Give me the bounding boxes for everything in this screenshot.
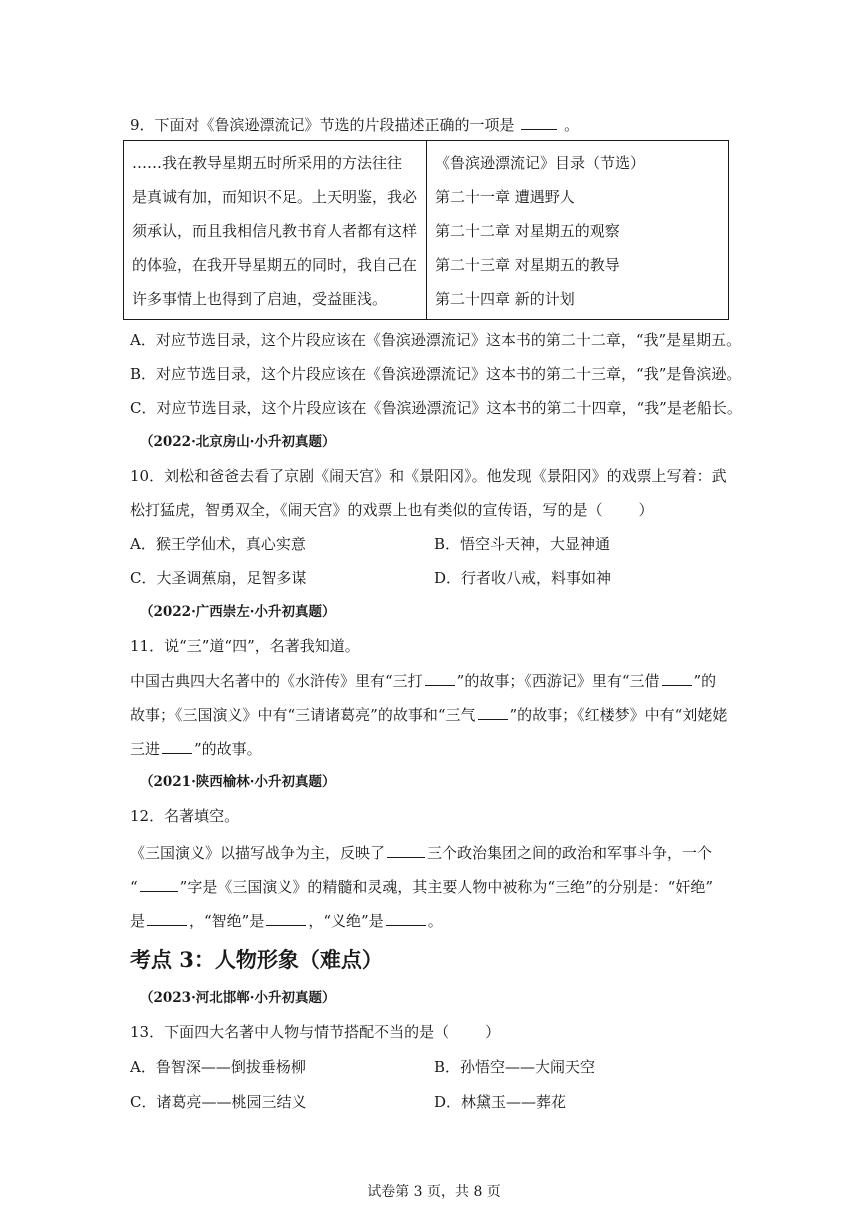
q10-option-a[interactable]: A．猴王学仙术，真心实意 (130, 535, 306, 553)
q13-option-b[interactable]: B．孙悟空——大闹天空 (434, 1058, 596, 1076)
toc-title: 《鲁滨逊漂流记》目录（节选） (435, 154, 646, 172)
passage-line: 的体验，在我开导星期五的同时，我自己在 (132, 256, 418, 274)
q12-line2: “ ”字是《三国演义》的精髓和灵魂，其主要人物中被称为“三绝”的分别是：“奸绝” (130, 878, 714, 896)
passage-line: ……我在教导星期五时所采用的方法往往 (132, 154, 403, 172)
toc-line: 第二十三章 对星期五的教导 (435, 256, 620, 274)
q10-source: （2022·北京房山·小升初真题） (140, 434, 336, 450)
q13-option-d[interactable]: D．林黛玉——葬花 (434, 1093, 567, 1111)
q12-line3: 是 ，“智绝”是 ，“义绝”是 。 (130, 912, 443, 930)
q11-blank-1[interactable] (425, 670, 455, 686)
toc-line: 第二十二章 对星期五的观察 (435, 222, 620, 240)
q9-answer-blank[interactable] (521, 114, 557, 130)
q11-blank-4[interactable] (162, 738, 192, 754)
q13-option-c[interactable]: C．诸葛亮——桃园三结义 (130, 1093, 307, 1111)
q11-line1: 中国古典四大名著中的《水浒传》里有“三打 ”的故事；《西游记》里有“三借 ”的 (130, 672, 717, 690)
q9-option-c[interactable]: C．对应节选目录，这个片段应该在《鲁滨逊漂流记》这本书的第二十四章，“我”是老船长。 (130, 399, 742, 417)
q13-option-a[interactable]: A．鲁智深——倒拔垂杨柳 (130, 1058, 306, 1076)
q11-line3: 三进 ”的故事。 (130, 740, 262, 758)
toc-line: 第二十一章 遭遇野人 (435, 188, 575, 206)
q10-stem-line2: 松打猛虎，智勇双全，《闹天宫》的戏票上也有类似的宣传语，写的是（ ） (130, 501, 654, 519)
q13-source: （2023·河北邯郸·小升初真题） (140, 990, 336, 1006)
q11-line2: 故事；《三国演义》中有“三请诸葛亮”的故事和“三气 ”的故事；《红楼梦》中有“刘姥姥 (130, 706, 728, 724)
passage-line: 是真诚有加，而知识不足。上天明鉴，我必 (132, 188, 418, 206)
q11-blank-3[interactable] (478, 704, 508, 720)
q11-blank-2[interactable] (662, 670, 692, 686)
table-divider (426, 141, 427, 319)
q12-blank-4[interactable] (266, 910, 306, 926)
q12-blank-5[interactable] (386, 910, 426, 926)
passage-line: 须承认，而且我相信凡教书育人者都有这样 (132, 222, 418, 240)
q12-blank-3[interactable] (147, 910, 187, 926)
q11-stem: 11．说“三”道“四”，名著我知道。 (130, 637, 360, 655)
q13-stem: 13．下面四大名著中人物与情节搭配不当的是（ ） (130, 1023, 501, 1041)
q11-source: （2022·广西崇左·小升初真题） (140, 604, 336, 620)
q12-blank-1[interactable] (387, 842, 425, 858)
q9-option-a[interactable]: A．对应节选目录，这个片段应该在《鲁滨逊漂流记》这本书的第二十二章，“我”是星期五。 (130, 331, 742, 349)
q9-passage-table (123, 140, 729, 320)
q12-stem: 12．名著填空。 (130, 807, 240, 825)
q10-stem-line1: 10．刘松和爸爸去看了京剧《闹天宫》和《景阳冈》。他发现《景阳冈》的戏票上写着：武 (130, 467, 727, 485)
toc-line: 第二十四章 新的计划 (435, 290, 575, 308)
q10-option-d[interactable]: D．行者收八戒，料事如神 (434, 569, 612, 587)
q9-stem-text: 9．下面对《鲁滨逊漂流记》节选的片段描述正确的一项是 (130, 116, 515, 134)
q9-option-b[interactable]: B．对应节选目录，这个片段应该在《鲁滨逊漂流记》这本书的第二十三章，“我”是鲁滨逊。 (130, 365, 742, 383)
q10-option-b[interactable]: B．悟空斗天神，大显神通 (434, 535, 611, 553)
section-heading: 考点 3：人物形象（难点） (130, 947, 383, 972)
q9-stem-end: 。 (564, 116, 580, 134)
q12-source: （2021·陕西榆林·小升初真题） (140, 774, 336, 790)
passage-line: 许多事情上也得到了启迪，受益匪浅。 (132, 290, 388, 308)
page-footer: 试卷第 3 页，共 8 页 (367, 1184, 501, 1200)
q12-line1: 《三国演义》以描写战争为主，反映了 三个政治集团之间的政治和军事斗争，一个 (130, 844, 713, 862)
q12-blank-2[interactable] (140, 876, 178, 892)
q10-option-c[interactable]: C．大圣调蕉扇，足智多谋 (130, 569, 307, 587)
q9-stem (130, 114, 579, 135)
